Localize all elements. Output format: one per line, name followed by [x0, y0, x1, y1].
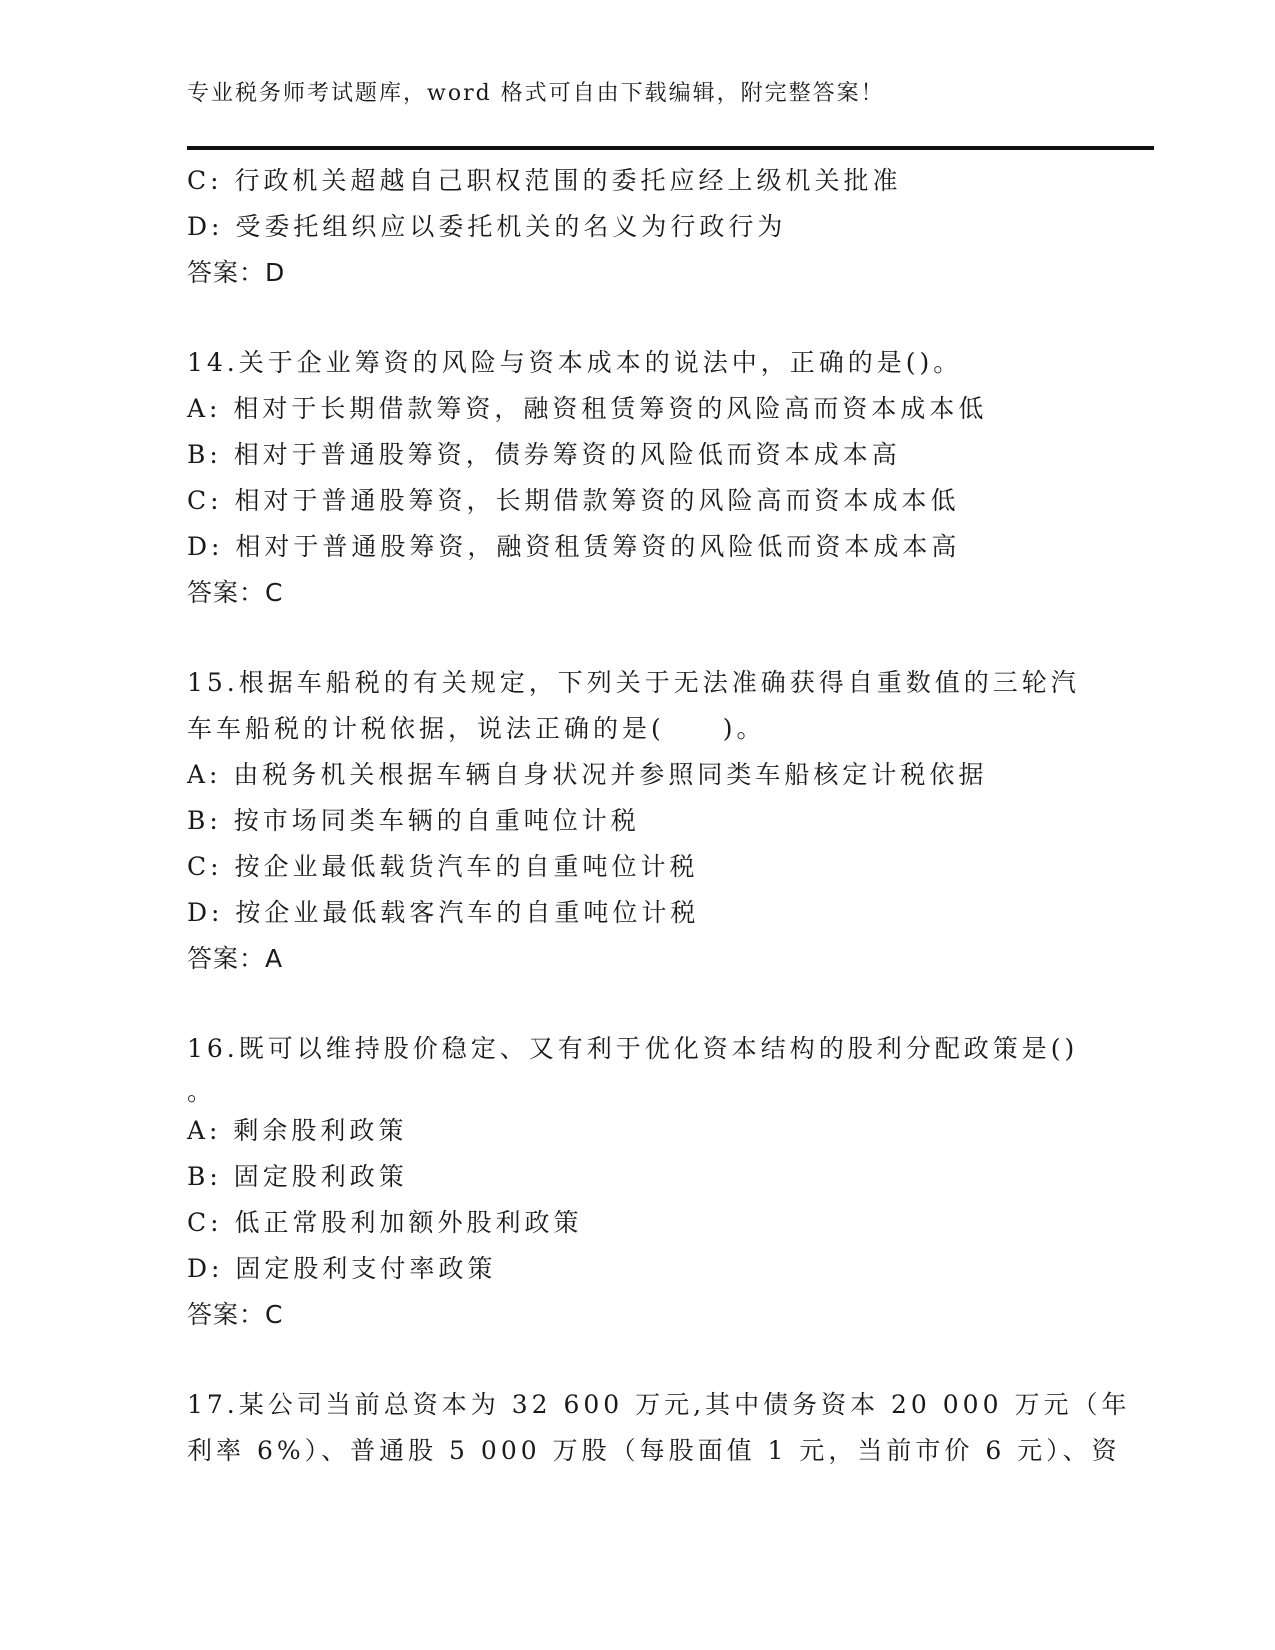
- option-c: C: 行政机关超越自己职权范围的委托应经上级机关批准: [187, 166, 902, 195]
- answer: 答案：A: [187, 944, 284, 973]
- option-b: B: 相对于普通股筹资，债券筹资的风险低而资本成本高: [187, 440, 901, 469]
- answer: 答案：D: [187, 258, 286, 287]
- option-b: B: 按市场同类车辆的自重吨位计税: [187, 806, 640, 835]
- header-divider: [187, 146, 1154, 150]
- question-14: [187, 340, 1087, 616]
- answer: 答案：C: [187, 1300, 284, 1329]
- spacer: [187, 1338, 1087, 1382]
- question-13: [187, 158, 1087, 296]
- option-d: D: 相对于普通股筹资，融资租赁筹资的风险低而资本成本高: [187, 532, 961, 561]
- question-17: [187, 1382, 1131, 1474]
- question-text: 17.某公司当前总资本为 32 600 万元,其中债务资本 20 000 万元（年: [187, 1390, 1131, 1419]
- question-text: 16.既可以维持股价稳定、又有利于优化资本结构的股利分配政策是(): [187, 1034, 1079, 1063]
- question-15: [187, 660, 1087, 982]
- answer: 答案：C: [187, 578, 284, 607]
- option-d: D: 固定股利支付率政策: [187, 1254, 497, 1283]
- option-c: C: 相对于普通股筹资，长期借款筹资的风险高而资本成本低: [187, 486, 960, 515]
- spacer: [187, 296, 1087, 340]
- option-c: C: 低正常股利加额外股利政策: [187, 1208, 583, 1237]
- spacer: [187, 616, 1087, 660]
- page-header: 专业税务师考试题库，word 格式可自由下载编辑，附完整答案！: [187, 81, 885, 106]
- option-a: A: 相对于长期借款筹资，融资租赁筹资的风险高而资本成本低: [187, 394, 988, 423]
- question-text-continued: 车车船税的计税依据，说法正确的是( )。: [187, 714, 766, 743]
- spacer: [187, 982, 1087, 1026]
- document-body: [187, 158, 1131, 1474]
- option-c: C: 按企业最低载货汽车的自重吨位计税: [187, 852, 699, 881]
- question-text-continued: 利率 6%）、普通股 5 000 万股（每股面值 1 元，当前市价 6 元）、资: [187, 1436, 1121, 1465]
- option-d: D: 受委托组织应以委托机关的名义为行政行为: [187, 212, 787, 241]
- question-16: [187, 1026, 1087, 1338]
- option-b: B: 固定股利政策: [187, 1162, 408, 1191]
- question-text: 14.关于企业筹资的风险与资本成本的说法中，正确的是()。: [187, 348, 963, 377]
- option-a: A: 剩余股利政策: [187, 1116, 408, 1145]
- question-text-continued: 。: [187, 1077, 217, 1106]
- option-d: D: 按企业最低载客汽车的自重吨位计税: [187, 898, 700, 927]
- option-a: A: 由税务机关根据车辆自身状况并参照同类车船核定计税依据: [187, 760, 988, 789]
- question-text: 15.根据车船税的有关规定，下列关于无法准确获得自重数值的三轮汽: [187, 668, 1080, 697]
